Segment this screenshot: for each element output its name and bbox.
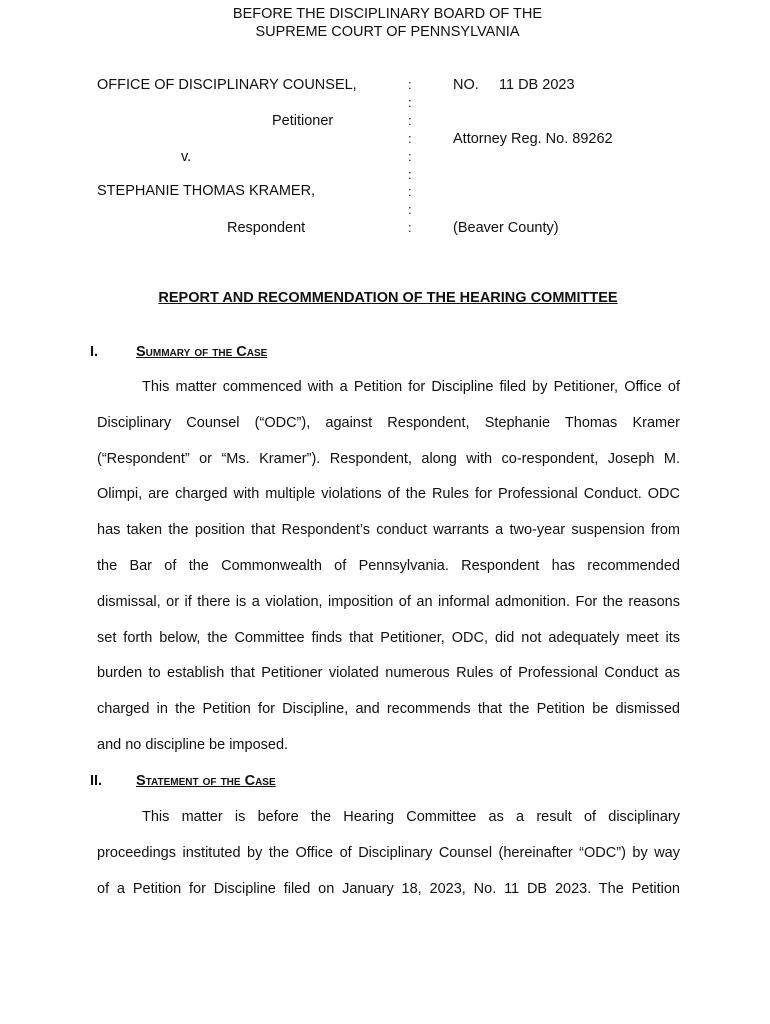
- paragraph-line: the Bar of the Commonwealth of Pennsylvania. Respondent has recommended: [97, 557, 680, 574]
- caption-colon: :: [408, 77, 412, 92]
- paragraph-line: Disciplinary Counsel (“ODC”), against Respondent, Stephanie Thomas Kramer: [97, 414, 680, 431]
- paragraph-line: and no discipline be imposed.: [97, 736, 289, 753]
- section-number: I.: [90, 344, 99, 360]
- paragraph-line: burden to establish that Petitioner violated numerous Rules of Professional Conduct as: [97, 665, 680, 682]
- caption-colon: :: [408, 131, 412, 146]
- petitioner-role: Petitioner: [272, 113, 334, 129]
- court-heading-line-1: BEFORE THE DISCIPLINARY BOARD OF THE: [232, 6, 543, 22]
- caption-colon: :: [408, 220, 412, 235]
- paragraph-line: of a Petition for Discipline filed on January 18, 2023, No. 11 DB 2023. The Petition: [97, 880, 680, 897]
- respondent-name: STEPHANIE THOMAS KRAMER,: [97, 183, 316, 199]
- paragraph-line: This matter is before the Hearing Committee as a result of disciplinary: [142, 809, 680, 825]
- document-title: REPORT AND RECOMMENDATION OF THE HEARING COMMITTEE: [158, 290, 618, 306]
- section-paragraph: [97, 800, 680, 907]
- case-number-label: NO.: [453, 77, 479, 93]
- paragraph-line: (“Respondent” or “Ms. Kramer”). Respondent, along with co-respondent, Joseph M.: [97, 450, 680, 467]
- case-number: 11 DB 2023: [499, 77, 575, 93]
- caption-colon: :: [408, 184, 412, 199]
- caption-colon: :: [408, 202, 412, 217]
- paragraph-line: Olimpi, are charged with multiple violations of the Rules for Professional Conduct. ODC: [97, 486, 680, 503]
- court-heading-line-2: SUPREME COURT OF PENNSYLVANIA: [255, 24, 520, 40]
- caption-colon: :: [408, 113, 412, 128]
- section-paragraph: [97, 370, 680, 764]
- county: (Beaver County): [453, 220, 559, 236]
- caption-colon: :: [408, 95, 412, 110]
- paragraph-line: proceedings instituted by the Office of Disciplinary Counsel (hereinafter “ODC”) by way: [97, 844, 680, 861]
- attorney-registration: Attorney Reg. No. 89262: [453, 131, 613, 147]
- paragraph-line: This matter commenced with a Petition for Discipline filed by Petitioner, Office of: [142, 379, 680, 395]
- section-heading: Statement of the Case: [136, 773, 276, 789]
- caption-colon: :: [408, 149, 412, 164]
- petitioner-name: OFFICE OF DISCIPLINARY COUNSEL,: [97, 77, 357, 93]
- section-number: II.: [90, 773, 103, 789]
- versus-label: v.: [181, 149, 192, 165]
- respondent-role: Respondent: [227, 220, 306, 236]
- paragraph-line: charged in the Petition for Discipline, and recommends that the Petition be dismissed: [97, 701, 680, 718]
- caption-colon: :: [408, 167, 412, 182]
- paragraph-line: dismissal, or if there is a violation, imposition of an informal admonition. For the reasons: [97, 593, 680, 610]
- section-heading: Summary of the Case: [136, 344, 268, 360]
- paragraph-line: has taken the position that Respondent’s conduct warrants a two-year suspension from: [97, 522, 680, 539]
- paragraph-line: set forth below, the Committee finds that Petitioner, ODC, did not adequately meet its: [97, 629, 680, 646]
